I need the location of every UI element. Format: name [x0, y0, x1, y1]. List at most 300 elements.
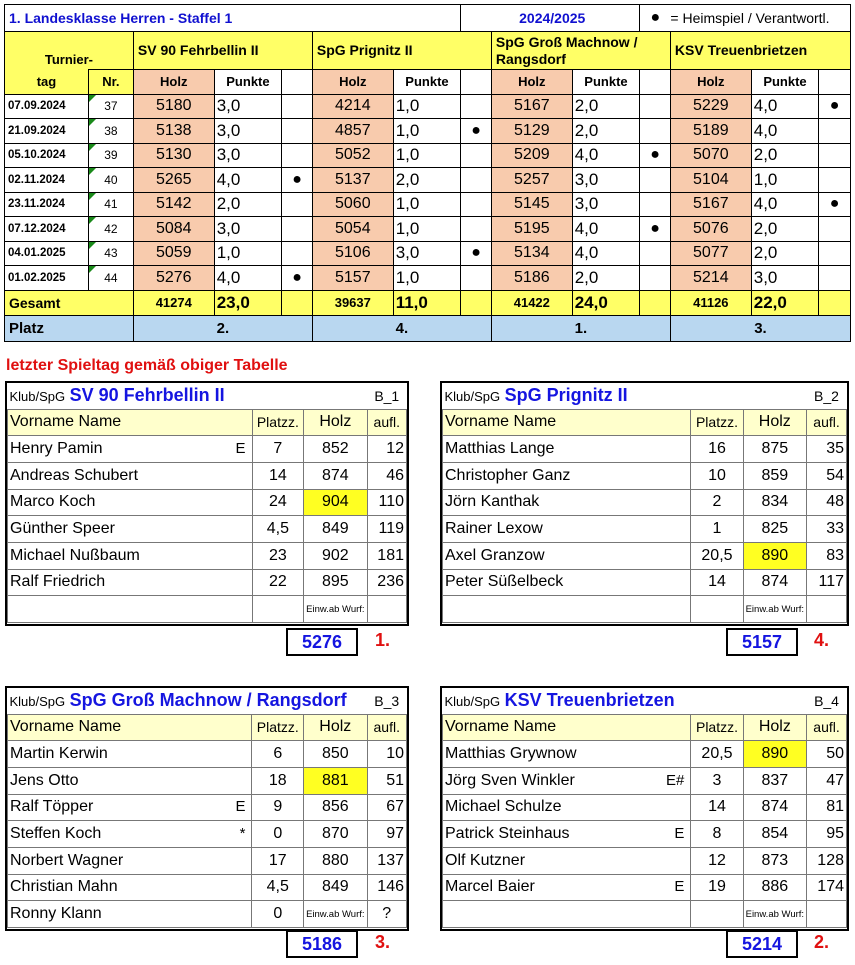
player-platz [252, 596, 304, 623]
player-platz: 1 [691, 516, 743, 543]
team-place: 2. [814, 932, 830, 952]
player-name: Patrick Steinhaus [445, 825, 570, 843]
aufl-header: aufl. [807, 409, 847, 436]
platz-value: 2. [133, 315, 312, 341]
player-aufl: 110 [367, 489, 406, 516]
player-row [8, 542, 407, 569]
player-holz: 881 [304, 767, 367, 794]
player-name: Matthias Grywnow [445, 745, 577, 763]
club-name: SV 90 Fehrbellin II [69, 385, 225, 406]
klub-label: Klub/SpG [9, 389, 66, 405]
player-row [8, 596, 407, 623]
player-row [8, 436, 407, 463]
player-holz: 874 [304, 462, 367, 489]
player-aufl: 128 [807, 847, 847, 874]
player-name: Jens Otto [10, 771, 79, 789]
home-dot [640, 192, 671, 217]
player-row [8, 462, 407, 489]
holz-value: 5059 [133, 241, 214, 266]
player-row [8, 821, 407, 848]
club-name: SpG Prignitz II [504, 385, 628, 406]
player-holz: 852 [304, 436, 367, 463]
league-title: 1. Landesklasse Herren - Staffel 1 [5, 5, 461, 32]
platzz-header: Platzz. [691, 409, 743, 436]
season: 2024/2025 [461, 5, 640, 32]
player-platz: 23 [252, 542, 304, 569]
holz-value: 5276 [133, 266, 214, 291]
player-aufl [807, 901, 847, 928]
player-name-cell [443, 821, 691, 848]
turnier-header: Turnier- [5, 32, 134, 70]
player-name-cell [8, 542, 253, 569]
player-name: Olf Kutzner [445, 851, 526, 869]
player-name: Günther Speer [10, 520, 115, 538]
player-name: Martin Kerwin [10, 745, 108, 763]
holz-header: Holz [670, 70, 751, 95]
player-row [443, 516, 847, 543]
round-date: 05.10.2024 [5, 143, 89, 168]
player-row [443, 821, 847, 848]
home-dot [819, 168, 851, 193]
punkte-value: 2,0 [751, 241, 819, 266]
home-dot [282, 217, 313, 242]
player-name-cell [443, 794, 691, 821]
platzz-header: Platzz. [252, 409, 304, 436]
einw-label: Einw.ab Wurf: [304, 596, 367, 623]
total-punkte: 23,0 [214, 290, 282, 315]
player-holz: 890 [743, 741, 806, 768]
punkte-value: 1,0 [393, 192, 461, 217]
punkte-value: 2,0 [751, 217, 819, 242]
player-platz: 24 [252, 489, 304, 516]
holz-header: Holz [491, 70, 572, 95]
home-dot [819, 217, 851, 242]
player-name-cell [443, 569, 691, 596]
round-date: 01.02.2025 [5, 266, 89, 291]
player-name-cell [8, 516, 253, 543]
standings-table [4, 4, 851, 342]
player-aufl: 95 [807, 821, 847, 848]
player-aufl: 117 [807, 569, 847, 596]
player-platz: 22 [252, 569, 304, 596]
player-table [442, 688, 847, 928]
player-name-cell [443, 874, 691, 901]
holz-value: 5257 [491, 168, 572, 193]
player-row [443, 794, 847, 821]
holz-value: 5077 [670, 241, 751, 266]
player-mark: E [235, 798, 246, 816]
round-row [5, 266, 851, 291]
punkte-value: 3,0 [393, 241, 461, 266]
box-code: B_3 [367, 688, 406, 714]
home-dot [819, 119, 851, 144]
player-holz: 874 [743, 794, 806, 821]
aufl-header: aufl. [367, 409, 406, 436]
punkte-value: 1,0 [393, 266, 461, 291]
legend-dot: ● [640, 5, 671, 32]
holz-value: 5142 [133, 192, 214, 217]
holz-value: 5084 [133, 217, 214, 242]
round-nr: 43 [88, 241, 133, 266]
player-mark: * [239, 825, 246, 843]
tag-header: tag [5, 70, 89, 95]
player-name: Peter Süßelbeck [445, 573, 564, 591]
home-dot [282, 94, 313, 119]
player-name: Michael Schulze [445, 798, 562, 816]
player-name-cell [443, 436, 691, 463]
player-name-cell [8, 489, 253, 516]
player-name: Henry Pamin [10, 440, 103, 458]
total-holz: 41126 [670, 290, 751, 315]
round-date: 23.11.2024 [5, 192, 89, 217]
punkte-value: 4,0 [751, 192, 819, 217]
player-aufl [807, 596, 847, 623]
team-box-3 [5, 686, 409, 931]
player-platz: 17 [252, 847, 304, 874]
home-dot [640, 119, 671, 144]
player-platz: 14 [252, 462, 304, 489]
player-platz: 4,5 [252, 874, 304, 901]
round-nr: 38 [88, 119, 133, 144]
player-row [8, 874, 407, 901]
player-aufl: 83 [807, 542, 847, 569]
team-total: 5214 [726, 930, 798, 958]
player-name-cell [8, 794, 252, 821]
player-holz: 875 [743, 436, 806, 463]
player-aufl: 174 [807, 874, 847, 901]
player-aufl: 46 [367, 462, 406, 489]
player-row [443, 569, 847, 596]
klub-label: Klub/SpG [9, 694, 66, 710]
team-box-1 [5, 381, 409, 626]
punkte-value: 1,0 [751, 168, 819, 193]
punkte-header: Punkte [572, 70, 640, 95]
player-aufl: 50 [807, 741, 847, 768]
round-nr: 37 [88, 94, 133, 119]
holz-header: Holz [304, 409, 367, 436]
team-place: 1. [375, 630, 391, 650]
punkte-value: 2,0 [572, 119, 640, 144]
aufl-header: aufl. [367, 714, 406, 741]
player-platz: 12 [691, 847, 743, 874]
round-row [5, 192, 851, 217]
vorname-header: Vorname Name [8, 714, 252, 741]
einw-label: Einw.ab Wurf: [743, 901, 806, 928]
player-row [8, 767, 407, 794]
home-dot [461, 266, 492, 291]
round-row [5, 241, 851, 266]
round-nr: 40 [88, 168, 133, 193]
player-name: Jörn Kanthak [445, 493, 540, 511]
holz-value: 5070 [670, 143, 751, 168]
team-box-2 [440, 381, 849, 626]
player-row [443, 596, 847, 623]
player-platz: 0 [252, 821, 304, 848]
holz-value: 5052 [312, 143, 393, 168]
aufl-header: aufl. [807, 714, 847, 741]
player-name-cell [443, 489, 691, 516]
team-total: 5186 [286, 930, 358, 958]
player-row [8, 489, 407, 516]
player-name: Matthias Lange [445, 440, 555, 458]
home-dot [282, 143, 313, 168]
player-platz: 2 [691, 489, 743, 516]
player-name: Jörg Sven Winkler [445, 771, 575, 789]
holz-value: 5106 [312, 241, 393, 266]
holz-value: 5186 [491, 266, 572, 291]
punkte-header: Punkte [751, 70, 819, 95]
player-holz: 859 [743, 462, 806, 489]
home-dot [461, 217, 492, 242]
team-header-4: KSV Treuenbrietzen [670, 32, 850, 70]
total-label: Gesamt [5, 290, 134, 315]
player-aufl: 67 [367, 794, 406, 821]
player-row [443, 489, 847, 516]
player-aufl: 35 [807, 436, 847, 463]
round-nr: 39 [88, 143, 133, 168]
player-aufl: ? [367, 901, 406, 928]
player-row [443, 436, 847, 463]
punkte-value: 3,0 [572, 192, 640, 217]
home-dot: ● [461, 119, 492, 144]
player-row [443, 901, 847, 928]
holz-value: 4857 [312, 119, 393, 144]
player-name-cell [8, 874, 252, 901]
team-box-4 [440, 686, 849, 931]
player-holz: 902 [304, 542, 367, 569]
player-platz: 3 [691, 767, 743, 794]
home-dot [640, 241, 671, 266]
punkte-value: 2,0 [572, 94, 640, 119]
player-name-cell [443, 741, 691, 768]
player-holz: 856 [304, 794, 367, 821]
box-code: B_4 [807, 688, 847, 714]
round-nr: 41 [88, 192, 133, 217]
player-holz: 834 [743, 489, 806, 516]
holz-value: 5167 [491, 94, 572, 119]
player-name: Christian Mahn [10, 878, 118, 896]
player-name: Andreas Schubert [10, 466, 139, 484]
player-holz: 870 [304, 821, 367, 848]
einw-label: Einw.ab Wurf: [304, 901, 367, 928]
holz-value: 5076 [670, 217, 751, 242]
player-aufl: 146 [367, 874, 406, 901]
total-holz: 39637 [312, 290, 393, 315]
player-aufl: 97 [367, 821, 406, 848]
player-table [7, 383, 407, 623]
home-dot: ● [282, 168, 313, 193]
team-total: 5276 [286, 628, 358, 656]
nr-header: Nr. [88, 70, 133, 95]
player-platz: 16 [691, 436, 743, 463]
holz-value: 5145 [491, 192, 572, 217]
holz-value: 5054 [312, 217, 393, 242]
player-row [443, 847, 847, 874]
punkte-value: 2,0 [572, 266, 640, 291]
home-dot: ● [461, 241, 492, 266]
platzz-header: Platzz. [252, 714, 304, 741]
round-row [5, 217, 851, 242]
holz-value: 5137 [312, 168, 393, 193]
punkte-value: 4,0 [751, 119, 819, 144]
player-platz: 8 [691, 821, 743, 848]
holz-value: 5229 [670, 94, 751, 119]
player-aufl: 81 [807, 794, 847, 821]
player-name-cell [8, 767, 252, 794]
team-header-2: SpG Prignitz II [312, 32, 491, 70]
player-aufl: 137 [367, 847, 406, 874]
player-name-cell [8, 436, 253, 463]
player-mark: E# [666, 771, 685, 789]
home-dot [819, 143, 851, 168]
total-punkte: 22,0 [751, 290, 819, 315]
holz-value: 5167 [670, 192, 751, 217]
player-platz: 20,5 [691, 542, 743, 569]
holz-value: 5138 [133, 119, 214, 144]
home-dot [640, 266, 671, 291]
home-dot: ● [640, 217, 671, 242]
player-row [443, 542, 847, 569]
player-platz: 19 [691, 874, 743, 901]
team-place: 4. [814, 630, 830, 650]
player-mark: E [235, 440, 246, 458]
player-aufl: 181 [367, 542, 406, 569]
player-platz [691, 901, 743, 928]
player-platz: 18 [252, 767, 304, 794]
punkte-value: 1,0 [393, 119, 461, 144]
holz-value: 5129 [491, 119, 572, 144]
vorname-header: Vorname Name [443, 714, 691, 741]
punkte-value: 3,0 [214, 119, 282, 144]
round-date: 07.09.2024 [5, 94, 89, 119]
player-name: Steffen Koch [10, 825, 102, 843]
club-name: KSV Treuenbrietzen [504, 690, 675, 711]
player-aufl: 236 [367, 569, 406, 596]
round-date: 04.01.2025 [5, 241, 89, 266]
player-name: Rainer Lexow [445, 520, 543, 538]
player-name-cell [8, 569, 253, 596]
player-name: Ronny Klann [8, 901, 252, 928]
holz-header: Holz [133, 70, 214, 95]
player-holz: 890 [743, 542, 806, 569]
punkte-value: 2,0 [393, 168, 461, 193]
player-platz: 6 [252, 741, 304, 768]
platzz-header: Platzz. [691, 714, 743, 741]
player-row [8, 569, 407, 596]
player-aufl: 12 [367, 436, 406, 463]
player-row [8, 794, 407, 821]
player-aufl: 51 [367, 767, 406, 794]
legend-text: = Heimspiel / Verantwortl. [670, 5, 850, 32]
player-holz: 874 [743, 569, 806, 596]
player-row [8, 741, 407, 768]
player-holz: 895 [304, 569, 367, 596]
player-holz: 850 [304, 741, 367, 768]
punkte-value: 3,0 [214, 217, 282, 242]
einw-label: Einw.ab Wurf: [743, 596, 806, 623]
vorname-header: Vorname Name [8, 409, 253, 436]
player-row [443, 874, 847, 901]
team-header-3: SpG Groß Machnow / Rangsdorf [491, 32, 670, 70]
total-holz: 41422 [491, 290, 572, 315]
player-row [443, 767, 847, 794]
total-punkte: 24,0 [572, 290, 640, 315]
home-dot [461, 143, 492, 168]
player-aufl: 47 [807, 767, 847, 794]
player-holz: 849 [304, 516, 367, 543]
player-name: Marcel Baier [445, 878, 535, 896]
klub-label: Klub/SpG [444, 389, 501, 405]
player-name [443, 901, 691, 928]
player-holz: 837 [743, 767, 806, 794]
holz-value: 5157 [312, 266, 393, 291]
player-name-cell [443, 847, 691, 874]
holz-value: 5189 [670, 119, 751, 144]
holz-value: 5180 [133, 94, 214, 119]
round-date: 07.12.2024 [5, 217, 89, 242]
player-platz: 14 [691, 794, 743, 821]
player-name: Axel Granzow [445, 546, 545, 564]
punkte-value: 4,0 [572, 143, 640, 168]
player-name: Ralf Töpper [10, 798, 94, 816]
player-mark: E [674, 878, 685, 896]
punkte-value: 1,0 [393, 94, 461, 119]
home-dot: ● [640, 143, 671, 168]
holz-value: 5134 [491, 241, 572, 266]
box-code: B_2 [807, 383, 847, 409]
player-name [443, 596, 691, 623]
punkte-value: 1,0 [393, 217, 461, 242]
home-dot [640, 168, 671, 193]
punkte-value: 3,0 [214, 143, 282, 168]
player-platz: 4,5 [252, 516, 304, 543]
player-aufl: 48 [807, 489, 847, 516]
round-nr: 42 [88, 217, 133, 242]
home-dot: ● [282, 266, 313, 291]
player-aufl: 33 [807, 516, 847, 543]
round-date: 21.09.2024 [5, 119, 89, 144]
player-name: Christopher Ganz [445, 466, 571, 484]
holz-value: 5060 [312, 192, 393, 217]
player-aufl [367, 596, 406, 623]
home-dot [461, 192, 492, 217]
home-dot [819, 266, 851, 291]
player-holz: 825 [743, 516, 806, 543]
player-holz: 854 [743, 821, 806, 848]
player-mark: E [674, 825, 685, 843]
player-name-cell [443, 462, 691, 489]
punkte-value: 3,0 [751, 266, 819, 291]
punkte-value: 1,0 [393, 143, 461, 168]
player-platz: 10 [691, 462, 743, 489]
home-dot: ● [819, 94, 851, 119]
home-dot [819, 241, 851, 266]
player-row [8, 901, 407, 928]
punkte-value: 4,0 [751, 94, 819, 119]
player-holz: 886 [743, 874, 806, 901]
home-dot [282, 241, 313, 266]
holz-value: 4214 [312, 94, 393, 119]
punkte-value: 2,0 [214, 192, 282, 217]
player-row [8, 847, 407, 874]
player-holz: 849 [304, 874, 367, 901]
punkte-value: 3,0 [572, 168, 640, 193]
round-row [5, 94, 851, 119]
player-name-cell [8, 847, 252, 874]
team-header-1: SV 90 Fehrbellin II [133, 32, 312, 70]
holz-header: Holz [743, 409, 806, 436]
player-name-cell [443, 516, 691, 543]
